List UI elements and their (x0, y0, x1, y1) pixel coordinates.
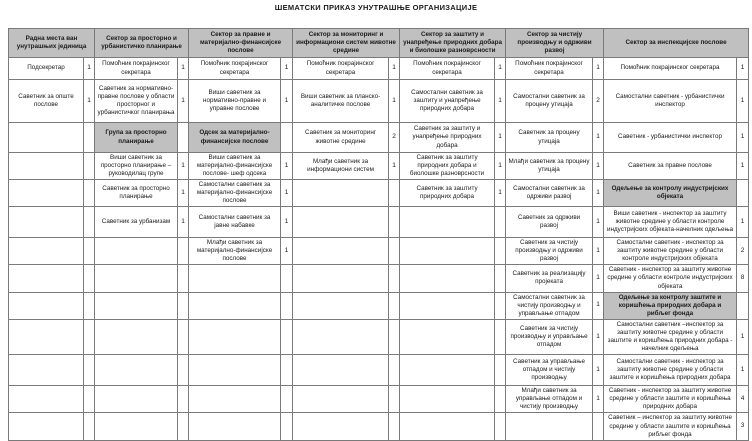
count-cell (495, 265, 506, 292)
position-title-cell: Саветник - урбанистички инспектор (604, 123, 737, 153)
position-title-cell: Самостални саветник за јавне набавке (189, 207, 281, 238)
position-title-cell: Саветник – инспектор за заштиту животне средине у области заштите и коришћења рибљег фонда (604, 413, 737, 441)
count-cell: 1 (593, 385, 604, 412)
count-cell: 1 (495, 123, 506, 153)
count-cell: 1 (737, 153, 749, 180)
position-title-cell: Виши саветник за нормативно-правне и управне послове (189, 80, 281, 123)
position-title-cell: Виши саветник за просторно планирање – руководилац групе (95, 153, 178, 180)
position-title-cell: Самостални саветник - инспектор за заштиту животне средине у области контроле индустријских објеката (604, 238, 737, 265)
empty-cell (95, 354, 178, 385)
count-cell (389, 265, 400, 292)
empty-cell (189, 319, 281, 354)
table-row (9, 80, 749, 123)
count-cell: 1 (281, 238, 293, 265)
empty-cell (9, 153, 84, 180)
count-cell (495, 413, 506, 441)
count-cell (84, 385, 95, 412)
empty-cell (9, 292, 84, 319)
position-title-cell: Саветник за управљање отпадом и чистију производњу (506, 354, 593, 385)
count-cell: 1 (737, 58, 749, 80)
position-title-cell: Помоћник покрајинског секретара (95, 58, 178, 80)
count-cell: 1 (178, 180, 189, 207)
count-cell (593, 413, 604, 441)
count-cell: 1 (593, 153, 604, 180)
org-chart-table (8, 28, 749, 441)
empty-cell (189, 354, 281, 385)
position-title-cell: Помоћник покрајинског секретара (400, 58, 495, 80)
sector-column-header: Сектор за чистију производњу и одрживи развој (506, 29, 604, 58)
empty-cell (95, 265, 178, 292)
table-row (9, 207, 749, 238)
count-cell (84, 319, 95, 354)
count-cell (389, 180, 400, 207)
unit-header-cell: Одсек за материјално-финансијске послове (189, 123, 281, 153)
count-cell: 1 (737, 80, 749, 123)
count-cell (495, 319, 506, 354)
count-cell (178, 413, 189, 441)
count-cell (84, 180, 95, 207)
count-cell: 1 (593, 180, 604, 207)
count-cell: 1 (737, 354, 749, 385)
count-cell: 2 (737, 238, 749, 265)
empty-cell (189, 385, 281, 412)
empty-cell (9, 354, 84, 385)
count-cell (389, 413, 400, 441)
count-cell: 1 (178, 58, 189, 80)
count-cell: 8 (737, 265, 749, 292)
count-cell (178, 265, 189, 292)
position-title-cell: Виши саветник - инспектор за заштиту животне средине у области контроле индустријских објеката-начелник одељења (604, 207, 737, 238)
position-title-cell: Саветник - инспектор за заштиту животне средине у области заштите и коришћења природних добара (604, 385, 737, 412)
table-row (9, 413, 749, 441)
empty-cell (9, 265, 84, 292)
count-cell (389, 354, 400, 385)
empty-cell (400, 292, 495, 319)
empty-cell (95, 319, 178, 354)
count-cell: 1 (593, 265, 604, 292)
count-cell (495, 354, 506, 385)
position-title-cell: Саветник за процену утицаја (506, 123, 593, 153)
position-title-cell: Виши саветник за материјално-финансијске послове- шеф одсека (189, 153, 281, 180)
count-cell: 1 (593, 238, 604, 265)
count-cell (281, 413, 293, 441)
count-cell (389, 207, 400, 238)
count-cell: 1 (281, 58, 293, 80)
count-cell (495, 292, 506, 319)
count-cell: 1 (737, 123, 749, 153)
position-title-cell: Самостални саветник за материјално-финансијске послове (189, 180, 281, 207)
count-cell: 1 (178, 207, 189, 238)
count-cell (495, 385, 506, 412)
count-cell: 1 (84, 58, 95, 80)
count-cell: 1 (593, 58, 604, 80)
count-cell: 1 (84, 80, 95, 123)
empty-cell (95, 238, 178, 265)
count-cell (389, 238, 400, 265)
empty-cell (400, 238, 495, 265)
position-title-cell: Саветник за нормативно- правне послове у области просторног и урбанистичког планирања (95, 80, 178, 123)
position-title-cell: Самостални саветник - инспектор за заштиту животне средине у области заштите и коришћења природних добара (604, 354, 737, 385)
count-cell: 1 (178, 153, 189, 180)
position-title-cell: Подсекретар (9, 58, 84, 80)
count-cell: 1 (178, 80, 189, 123)
empty-cell (95, 413, 178, 441)
count-cell (178, 292, 189, 319)
count-cell (178, 123, 189, 153)
count-cell: 1 (281, 80, 293, 123)
unit-header-cell: Одељење за контролу заштите и коришћења природних добара и рибљег фонда (604, 292, 737, 319)
empty-cell (400, 354, 495, 385)
count-cell: 1 (281, 180, 293, 207)
empty-cell (293, 292, 389, 319)
count-cell (737, 180, 749, 207)
count-cell (84, 354, 95, 385)
empty-cell (9, 180, 84, 207)
empty-cell (293, 238, 389, 265)
position-title-cell: Млађи саветник за процену утицаја (506, 153, 593, 180)
sector-column-header: Сектор за заштиту и унапређење природних добара и биолошке разноврсности (400, 29, 506, 58)
document-title: ШЕМАТСКИ ПРИКАЗ УНУТРАШЊЕ ОРГАНИЗАЦИЈЕ (274, 3, 478, 12)
count-cell (84, 123, 95, 153)
position-title-cell: Самостални саветник –инспектор за заштиту животне средине у области заштите и коришћења природних добара - начелник одељења (604, 319, 737, 354)
empty-cell (293, 180, 389, 207)
empty-cell (189, 265, 281, 292)
table-row (9, 238, 749, 265)
empty-cell (506, 413, 593, 441)
empty-cell (293, 319, 389, 354)
empty-cell (9, 238, 84, 265)
table-row (9, 354, 749, 385)
empty-cell (400, 319, 495, 354)
sector-column-header: Сектор за мониторинг и информациони систем животне средине (293, 29, 400, 58)
count-cell (389, 292, 400, 319)
position-title-cell: Виши саветник за планско-аналитичке послове (293, 80, 389, 123)
count-cell (389, 319, 400, 354)
count-cell (281, 354, 293, 385)
count-cell (84, 238, 95, 265)
count-cell (84, 265, 95, 292)
count-cell (495, 207, 506, 238)
empty-cell (293, 354, 389, 385)
position-title-cell: Саветник за опште послове (9, 80, 84, 123)
count-cell (178, 385, 189, 412)
empty-cell (95, 385, 178, 412)
empty-cell (9, 413, 84, 441)
table-row (9, 58, 749, 80)
position-title-cell: Саветник за чистију производњу и одрживи развој (506, 238, 593, 265)
sector-column-header: Сектор за инспекцијске послове (604, 29, 749, 58)
count-cell (281, 319, 293, 354)
empty-cell (400, 265, 495, 292)
count-cell: 2 (593, 80, 604, 123)
count-cell: 3 (737, 413, 749, 441)
empty-cell (293, 265, 389, 292)
count-cell (495, 238, 506, 265)
count-cell: 1 (593, 207, 604, 238)
position-title-cell: Саветник за чистију производњу и управљање отпадом (506, 319, 593, 354)
empty-cell (293, 207, 389, 238)
count-cell (84, 413, 95, 441)
header-row (9, 29, 749, 58)
count-cell (737, 292, 749, 319)
count-cell: 1 (593, 319, 604, 354)
count-cell: 1 (495, 58, 506, 80)
position-title-cell: Самостални саветник за одрживи развој (506, 180, 593, 207)
sector-column-header: Сектор за правне и материјално-финансијске послове (189, 29, 293, 58)
position-title-cell: Саветник - инспектор за заштиту животне средине у области контроле индустријских објеката (604, 265, 737, 292)
count-cell: 4 (737, 385, 749, 412)
position-title-cell: Саветник за заштиту и унапређење природних добара (400, 123, 495, 153)
position-title-cell: Помоћник покрајинског секретара (506, 58, 593, 80)
empty-cell (9, 385, 84, 412)
empty-cell (400, 207, 495, 238)
count-cell: 1 (495, 80, 506, 123)
count-cell: 1 (389, 58, 400, 80)
empty-cell (95, 292, 178, 319)
position-title-cell: Саветник за правне послове (604, 153, 737, 180)
position-title-cell: Самостални саветник - урбанистички инспектор (604, 80, 737, 123)
position-title-cell: Саветник за реализацију пројеката (506, 265, 593, 292)
table-row (9, 180, 749, 207)
table-row (9, 292, 749, 319)
count-cell (281, 385, 293, 412)
sector-column-header: Радна места ван унутрашњих јединица (9, 29, 95, 58)
count-cell: 1 (737, 319, 749, 354)
count-cell: 2 (389, 123, 400, 153)
sector-column-header: Сектор за просторно и урбанистичко планирање (95, 29, 189, 58)
count-cell: 1 (737, 207, 749, 238)
count-cell (178, 354, 189, 385)
count-cell: 1 (281, 153, 293, 180)
position-title-cell: Саветник за одрживи развој (506, 207, 593, 238)
empty-cell (400, 385, 495, 412)
unit-header-cell: Одељење за контролу индустријских објеката (604, 180, 737, 207)
position-title-cell: Помоћник покрајинског секретара (189, 58, 281, 80)
unit-header-cell: Група за просторно планирање (95, 123, 178, 153)
position-title-cell: Самостални саветник за заштиту и унапређење природних добара (400, 80, 495, 123)
count-cell: 1 (389, 153, 400, 180)
count-cell: 1 (593, 123, 604, 153)
position-title-cell: Млађи саветник за управљање отпадом и чистију производњу (506, 385, 593, 412)
count-cell (281, 292, 293, 319)
empty-cell (9, 123, 84, 153)
position-title-cell: Млађи саветник за материјално-финансијске послове (189, 238, 281, 265)
table-row (9, 153, 749, 180)
empty-cell (293, 385, 389, 412)
count-cell (389, 385, 400, 412)
position-title-cell: Помоћник покрајинског секретара (604, 58, 737, 80)
position-title-cell: Самостални саветник за чистију производњу и управљање отпадом (506, 292, 593, 319)
empty-cell (9, 319, 84, 354)
count-cell: 1 (593, 292, 604, 319)
empty-cell (400, 413, 495, 441)
count-cell (281, 265, 293, 292)
count-cell: 1 (593, 354, 604, 385)
count-cell (84, 153, 95, 180)
table-row (9, 319, 749, 354)
count-cell (178, 319, 189, 354)
empty-cell (189, 413, 281, 441)
position-title-cell: Саветник за урбанизам (95, 207, 178, 238)
count-cell: 1 (495, 153, 506, 180)
empty-cell (189, 292, 281, 319)
empty-cell (9, 207, 84, 238)
position-title-cell: Саветник за заштиту природних добара (400, 180, 495, 207)
position-title-cell: Млађи саветник за информациони систем (293, 153, 389, 180)
count-cell (281, 123, 293, 153)
position-title-cell: Помоћник покрајинског секретара (293, 58, 389, 80)
count-cell (84, 292, 95, 319)
position-title-cell: Саветник за мониторинг животне средине (293, 123, 389, 153)
count-cell: 1 (495, 180, 506, 207)
count-cell: 1 (281, 207, 293, 238)
table-row (9, 385, 749, 412)
position-title-cell: Саветник за заштиту природних добара и биолошке разноврсности (400, 153, 495, 180)
count-cell (84, 207, 95, 238)
table-row (9, 265, 749, 292)
table-row (9, 123, 749, 153)
position-title-cell: Саветник за просторно планирање (95, 180, 178, 207)
count-cell: 1 (389, 80, 400, 123)
empty-cell (293, 413, 389, 441)
count-cell (178, 238, 189, 265)
position-title-cell: Самостални саветник за процену утицаја (506, 80, 593, 123)
